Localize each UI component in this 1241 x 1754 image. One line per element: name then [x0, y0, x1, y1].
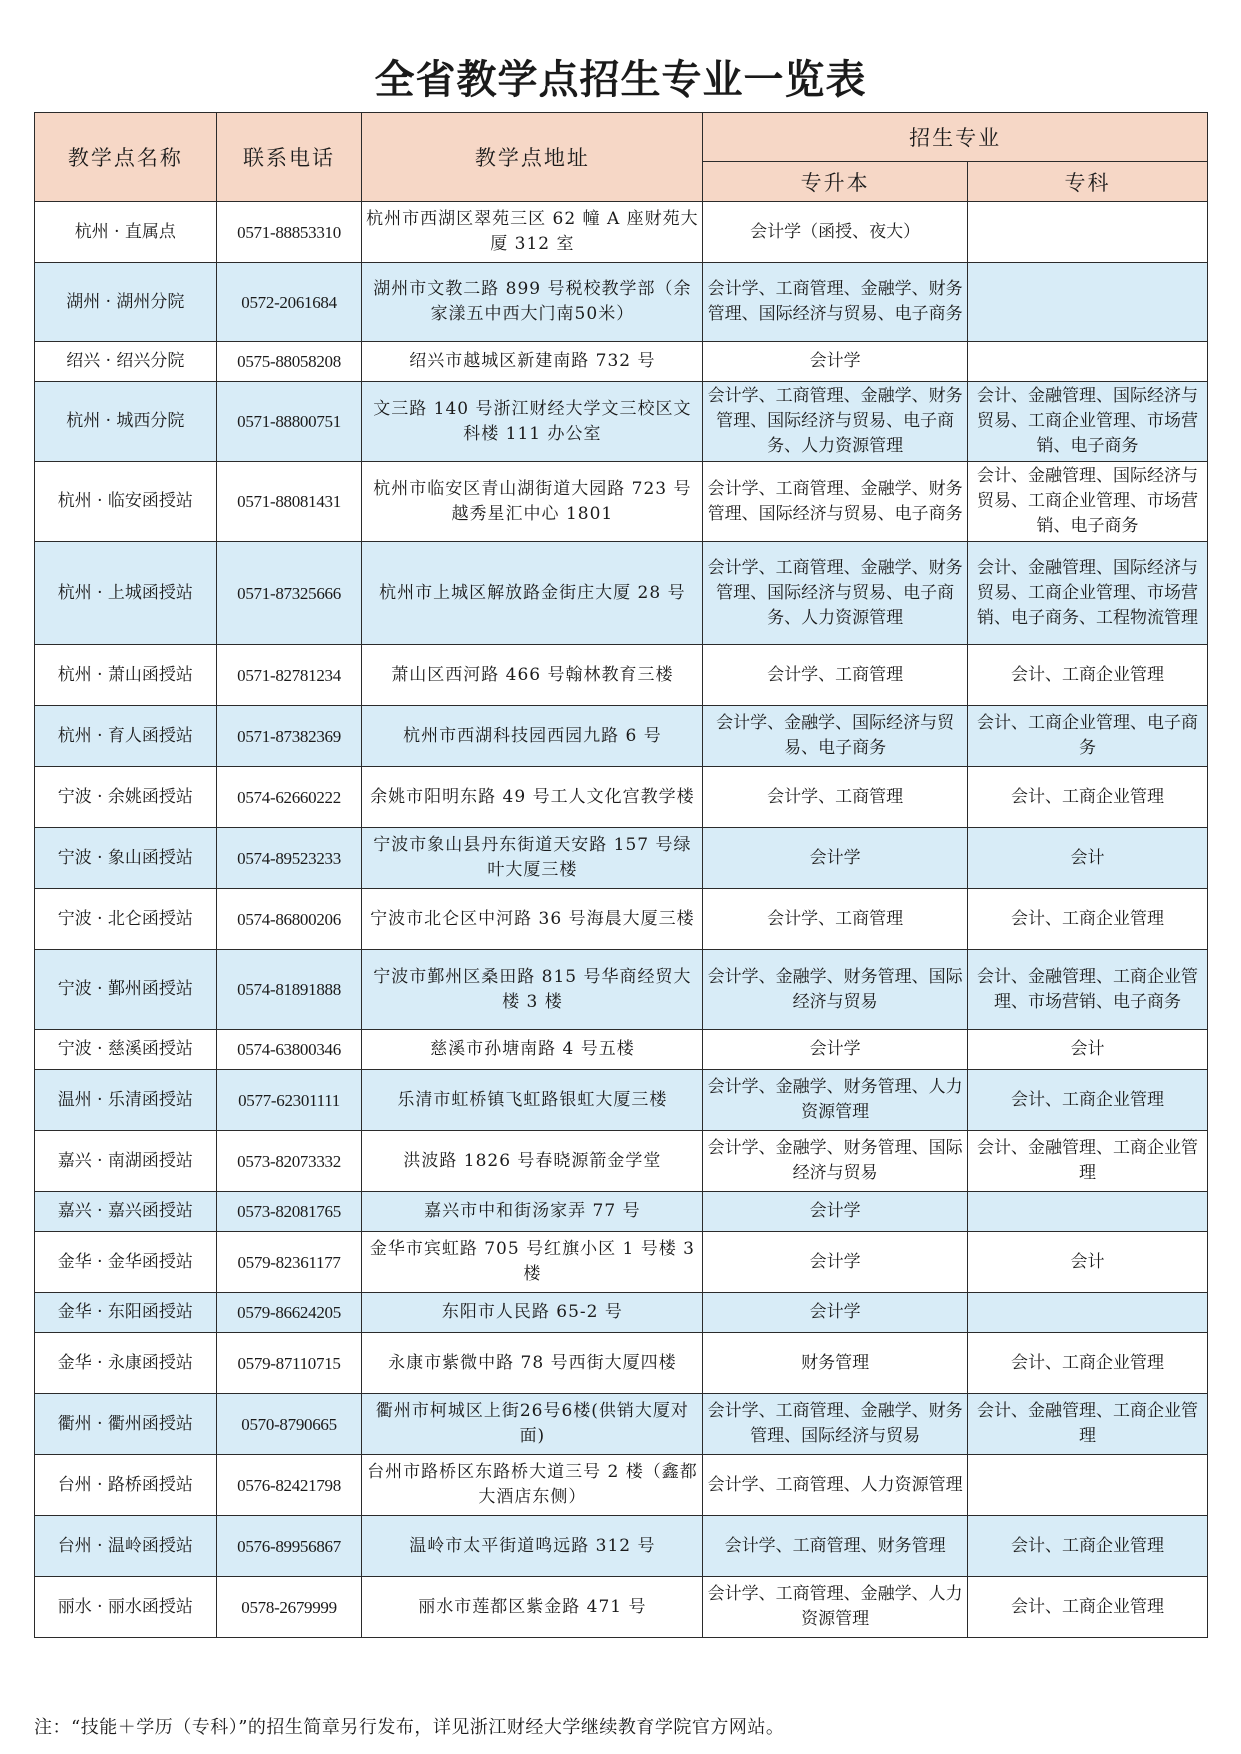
associate-majors: 会计 — [967, 1030, 1207, 1070]
associate-majors: 会计、工商企业管理 — [967, 1516, 1207, 1577]
bachelor-majors: 会计学 — [703, 1030, 968, 1070]
bachelor-majors: 会计学、工商管理、金融学、财务管理、国际经济与贸易、电子商务 — [703, 462, 968, 542]
bachelor-majors: 会计学、工商管理 — [703, 767, 968, 828]
site-phone: 0579-82361177 — [216, 1232, 362, 1293]
bachelor-majors: 会计学、金融学、财务管理、国际经济与贸易 — [703, 1131, 968, 1192]
bachelor-majors: 会计学 — [703, 1232, 968, 1293]
site-name: 衢州 · 衢州函授站 — [35, 1394, 217, 1455]
associate-majors — [967, 202, 1207, 263]
site-name: 金华 · 东阳函授站 — [35, 1293, 217, 1333]
associate-majors — [967, 263, 1207, 342]
site-phone: 0578-2679999 — [216, 1577, 362, 1638]
site-phone: 0570-8790665 — [216, 1394, 362, 1455]
associate-majors: 会计 — [967, 828, 1207, 889]
bachelor-majors: 会计学、金融学、国际经济与贸易、电子商务 — [703, 706, 968, 767]
site-phone: 0573-82073332 — [216, 1131, 362, 1192]
page-title: 全省教学点招生专业一览表 — [374, 57, 867, 103]
table-row — [35, 1232, 1208, 1293]
header-name: 教学点名称 — [35, 113, 217, 202]
site-name: 杭州 · 育人函授站 — [35, 706, 217, 767]
site-address: 宁波市象山县丹东街道天安路 157 号绿叶大厦三楼 — [362, 828, 703, 889]
header-phone: 联系电话 — [216, 113, 362, 202]
footnote: 注：“技能＋学历（专科）”的招生简章另行发布，详见浙江财经大学继续教育学院官方网站。 — [34, 1717, 785, 1738]
bachelor-majors: 会计学 — [703, 1192, 968, 1232]
site-address: 洪波路 1826 号春晓源箭金学堂 — [362, 1131, 703, 1192]
site-address: 温岭市太平街道鸣远路 312 号 — [362, 1516, 703, 1577]
table-row — [35, 1192, 1208, 1232]
site-name: 宁波 · 象山函授站 — [35, 828, 217, 889]
bachelor-majors: 会计学、工商管理、财务管理 — [703, 1516, 968, 1577]
associate-majors — [967, 342, 1207, 382]
table-row — [35, 382, 1208, 462]
header-address: 教学点地址 — [362, 113, 703, 202]
site-phone: 0579-86624205 — [216, 1293, 362, 1333]
table-row — [35, 1070, 1208, 1131]
associate-majors: 会计、工商企业管理 — [967, 1333, 1207, 1394]
bachelor-majors: 会计学、工商管理、金融学、财务管理、国际经济与贸易 — [703, 1394, 968, 1455]
bachelor-majors: 会计学、工商管理、人力资源管理 — [703, 1455, 968, 1516]
site-phone: 0572-2061684 — [216, 263, 362, 342]
site-phone: 0574-63800346 — [216, 1030, 362, 1070]
header-associate: 专科 — [967, 162, 1207, 202]
associate-majors: 会计、金融管理、工商企业管理 — [967, 1131, 1207, 1192]
associate-majors — [967, 1293, 1207, 1333]
site-address: 慈溪市孙塘南路 4 号五楼 — [362, 1030, 703, 1070]
associate-majors: 会计、工商企业管理 — [967, 767, 1207, 828]
site-name: 台州 · 温岭函授站 — [35, 1516, 217, 1577]
table-row — [35, 1030, 1208, 1070]
site-name: 金华 · 金华函授站 — [35, 1232, 217, 1293]
site-phone: 0571-87325666 — [216, 542, 362, 645]
bachelor-majors: 会计学 — [703, 1293, 968, 1333]
bachelor-majors: 会计学、工商管理、金融学、财务管理、国际经济与贸易、电子商务、人力资源管理 — [703, 382, 968, 462]
associate-majors: 会计、金融管理、国际经济与贸易、工商企业管理、市场营销、电子商务、工程物流管理 — [967, 542, 1207, 645]
associate-majors: 会计、工商企业管理 — [967, 889, 1207, 950]
site-name: 杭州 · 临安函授站 — [35, 462, 217, 542]
site-phone: 0571-88853310 — [216, 202, 362, 263]
associate-majors: 会计、工商企业管理 — [967, 645, 1207, 706]
site-phone: 0571-87382369 — [216, 706, 362, 767]
bachelor-majors: 会计学、工商管理 — [703, 645, 968, 706]
bachelor-majors: 会计学、工商管理、金融学、财务管理、国际经济与贸易、电子商务、人力资源管理 — [703, 542, 968, 645]
site-phone: 0571-88800751 — [216, 382, 362, 462]
associate-majors: 会计、工商企业管理、电子商务 — [967, 706, 1207, 767]
associate-majors: 会计 — [967, 1232, 1207, 1293]
associate-majors: 会计、工商企业管理 — [967, 1577, 1207, 1638]
site-name: 金华 · 永康函授站 — [35, 1333, 217, 1394]
site-address: 嘉兴市中和街汤家弄 77 号 — [362, 1192, 703, 1232]
table-row — [35, 462, 1208, 542]
site-phone: 0573-82081765 — [216, 1192, 362, 1232]
site-name: 湖州 · 湖州分院 — [35, 263, 217, 342]
table-row — [35, 1516, 1208, 1577]
table-row — [35, 706, 1208, 767]
table-row — [35, 1455, 1208, 1516]
table-row — [35, 342, 1208, 382]
table-row — [35, 1394, 1208, 1455]
site-phone: 0576-82421798 — [216, 1455, 362, 1516]
site-name: 丽水 · 丽水函授站 — [35, 1577, 217, 1638]
associate-majors: 会计、金融管理、国际经济与贸易、工商企业管理、市场营销、电子商务 — [967, 462, 1207, 542]
site-name: 杭州 · 直属点 — [35, 202, 217, 263]
site-address: 宁波市北仑区中河路 36 号海晨大厦三楼 — [362, 889, 703, 950]
associate-majors — [967, 1455, 1207, 1516]
site-address: 湖州市文教二路 899 号税校教学部（余家漾五中西大门南50米） — [362, 263, 703, 342]
site-phone: 0571-88081431 — [216, 462, 362, 542]
site-address: 宁波市鄞州区桑田路 815 号华商经贸大楼 3 楼 — [362, 950, 703, 1030]
site-address: 杭州市西湖科技园西园九路 6 号 — [362, 706, 703, 767]
site-name: 宁波 · 北仑函授站 — [35, 889, 217, 950]
associate-majors: 会计、金融管理、工商企业管理 — [967, 1394, 1207, 1455]
associate-majors: 会计、工商企业管理 — [967, 1070, 1207, 1131]
bachelor-majors: 会计学、工商管理、金融学、财务管理、国际经济与贸易、电子商务 — [703, 263, 968, 342]
header-majors: 招生专业 — [703, 113, 1208, 162]
site-name: 绍兴 · 绍兴分院 — [35, 342, 217, 382]
site-name: 宁波 · 慈溪函授站 — [35, 1030, 217, 1070]
bachelor-majors: 会计学（函授、夜大） — [703, 202, 968, 263]
bachelor-majors: 会计学、工商管理 — [703, 889, 968, 950]
table-row — [35, 645, 1208, 706]
site-phone: 0574-89523233 — [216, 828, 362, 889]
bachelor-majors: 会计学 — [703, 342, 968, 382]
site-name: 嘉兴 · 南湖函授站 — [35, 1131, 217, 1192]
site-name: 台州 · 路桥函授站 — [35, 1455, 217, 1516]
site-phone: 0574-62660222 — [216, 767, 362, 828]
table-row — [35, 263, 1208, 342]
site-address: 文三路 140 号浙江财经大学文三校区文科楼 111 办公室 — [362, 382, 703, 462]
table-row — [35, 1131, 1208, 1192]
site-address: 杭州市西湖区翠苑三区 62 幢 A 座财苑大厦 312 室 — [362, 202, 703, 263]
site-address: 杭州市上城区解放路金街庄大厦 28 号 — [362, 542, 703, 645]
associate-majors: 会计、金融管理、工商企业管理、市场营销、电子商务 — [967, 950, 1207, 1030]
site-name: 杭州 · 上城函授站 — [35, 542, 217, 645]
table-row — [35, 542, 1208, 645]
table-row — [35, 889, 1208, 950]
site-address: 东阳市人民路 65-2 号 — [362, 1293, 703, 1333]
site-phone: 0576-89956867 — [216, 1516, 362, 1577]
site-address: 丽水市莲都区紫金路 471 号 — [362, 1577, 703, 1638]
site-address: 台州市路桥区东路桥大道三号 2 楼（鑫都大酒店东侧） — [362, 1455, 703, 1516]
table-row — [35, 828, 1208, 889]
bachelor-majors: 财务管理 — [703, 1333, 968, 1394]
site-phone: 0579-87110715 — [216, 1333, 362, 1394]
site-address: 金华市宾虹路 705 号红旗小区 1 号楼 3 楼 — [362, 1232, 703, 1293]
site-phone: 0575-88058208 — [216, 342, 362, 382]
bachelor-majors: 会计学、金融学、财务管理、国际经济与贸易 — [703, 950, 968, 1030]
site-name: 温州 · 乐清函授站 — [35, 1070, 217, 1131]
table-row — [35, 1333, 1208, 1394]
table-row — [35, 1577, 1208, 1638]
site-phone: 0574-86800206 — [216, 889, 362, 950]
site-phone: 0574-81891888 — [216, 950, 362, 1030]
site-name: 杭州 · 萧山函授站 — [35, 645, 217, 706]
site-address: 乐清市虹桥镇飞虹路银虹大厦三楼 — [362, 1070, 703, 1131]
site-name: 杭州 · 城西分院 — [35, 382, 217, 462]
site-address: 余姚市阳明东路 49 号工人文化宫教学楼 — [362, 767, 703, 828]
site-address: 萧山区西河路 466 号翰林教育三楼 — [362, 645, 703, 706]
site-address: 永康市紫微中路 78 号西街大厦四楼 — [362, 1333, 703, 1394]
bachelor-majors: 会计学 — [703, 828, 968, 889]
site-name: 宁波 · 鄞州函授站 — [35, 950, 217, 1030]
bachelor-majors: 会计学、工商管理、金融学、人力资源管理 — [703, 1577, 968, 1638]
bachelor-majors: 会计学、金融学、财务管理、人力资源管理 — [703, 1070, 968, 1131]
table-row — [35, 950, 1208, 1030]
site-address: 杭州市临安区青山湖街道大园路 723 号越秀星汇中心 1801 — [362, 462, 703, 542]
associate-majors — [967, 1192, 1207, 1232]
table-row — [35, 202, 1208, 263]
site-phone: 0571-82781234 — [216, 645, 362, 706]
associate-majors: 会计、金融管理、国际经济与贸易、工商企业管理、市场营销、电子商务 — [967, 382, 1207, 462]
site-name: 宁波 · 余姚函授站 — [35, 767, 217, 828]
site-phone: 0577-62301111 — [216, 1070, 362, 1131]
site-address: 绍兴市越城区新建南路 732 号 — [362, 342, 703, 382]
site-name: 嘉兴 · 嘉兴函授站 — [35, 1192, 217, 1232]
table-row — [35, 1293, 1208, 1333]
site-address: 衢州市柯城区上街26号6楼(供销大厦对面) — [362, 1394, 703, 1455]
table-row — [35, 767, 1208, 828]
majors-table — [34, 112, 1208, 1638]
header-bachelor: 专升本 — [703, 162, 968, 202]
